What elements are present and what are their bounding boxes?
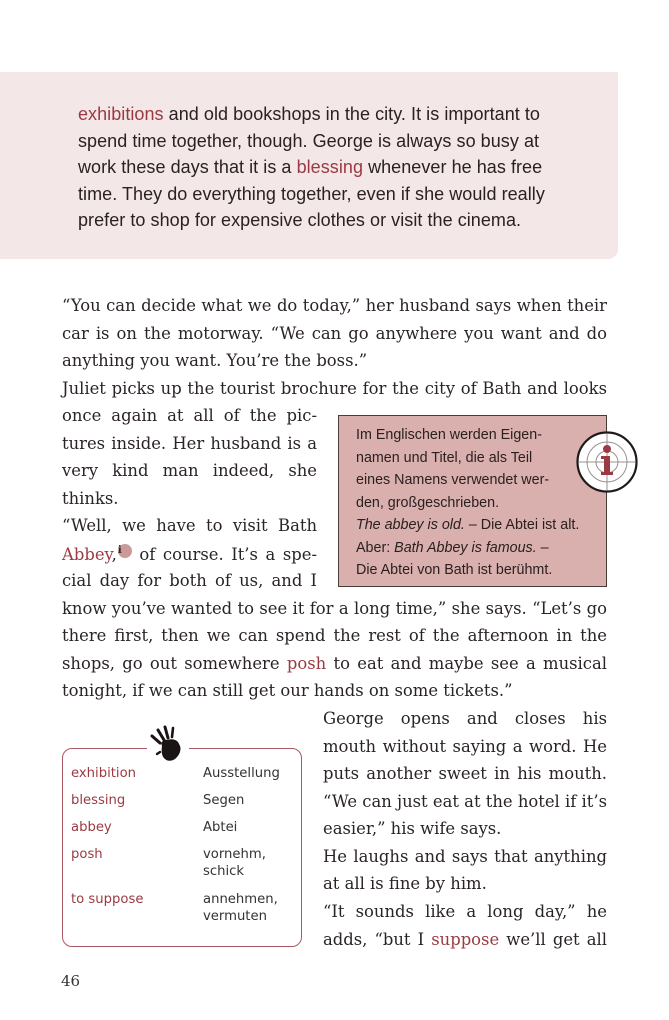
vocab-highlight-abbey: Abbey [62, 545, 112, 564]
vocab-translation: vermuten [203, 909, 267, 924]
body-line: adds, “but I suppose we’ll get all [323, 930, 607, 949]
recap-line: exhibitions and old bookshops in the city. It is important to [78, 104, 540, 124]
hand-print-icon [148, 724, 188, 766]
vocab-term: posh [71, 847, 103, 862]
vocab-highlight-blessing: blessing [296, 157, 364, 178]
vocab-term: abbey [71, 820, 112, 835]
info-text: Im Englischen werden Eigen- namen und Titel, die als Teil eines Namens verwendet wer- den, großgeschrieben. The abbey is old. – Die Abtei ist alt. Aber: Bath Abbey is famous. – Die Abtei von Bath ist berühmt. [356, 427, 580, 578]
page-number: 46 [61, 972, 81, 990]
body-line: very kind man indeed, she [62, 461, 317, 480]
vocab-translation: Segen [203, 793, 245, 808]
vocab-highlight-exhibitions: exhibitions [78, 104, 164, 124]
body-line: He laughs and says that anything [323, 847, 607, 866]
body-line: “Well, we have to visit Bath [62, 516, 317, 535]
body-line: thinks. [62, 489, 119, 508]
vocab-translation: Abtei [203, 820, 238, 835]
body-line: “It sounds like a long day,” he [323, 902, 607, 921]
recap-line: time. They do everything together, even if she would really [78, 183, 545, 204]
recap-line: prefer to shop for expensive clothes or visit the cinema. [78, 210, 522, 231]
body-line: “We can just eat at the hotel if it’s [323, 792, 607, 811]
body-line: “You can decide what we do today,” her husband says when their [62, 296, 607, 315]
vocab-term: to suppose [71, 892, 144, 907]
body-line: know you’ve wanted to see it for a long time,” she says. “Let’s go [62, 599, 607, 618]
vocab-highlight-posh: posh [286, 654, 327, 673]
info-marker-icon[interactable]: i [118, 544, 132, 558]
body-line: cial day for both of us, and I [62, 571, 317, 590]
body-line: easier,” his wife says. [323, 819, 502, 838]
vocab-term: blessing [71, 793, 126, 808]
vocab-translation: annehmen, [203, 892, 278, 907]
vocab-translation: Ausstellung [203, 766, 280, 781]
body-line: once again at all of the pic- [62, 406, 317, 425]
body-line: George opens and closes his [323, 709, 607, 728]
body-line: there first, then we can spend the rest of the afternoon in the [62, 626, 607, 645]
vocab-highlight-suppose: suppose [431, 930, 500, 949]
body-line: shops, go out somewhere posh to eat and maybe see a musical [62, 654, 607, 673]
body-line: tures inside. Her husband is a [62, 434, 317, 453]
vocab-translation: vornehm, [203, 847, 266, 862]
body-line: Juliet picks up the tourist brochure for the city of Bath and looks [62, 379, 607, 398]
body-line: tonight, if we can still get our hands on some tickets.” [62, 681, 513, 700]
info-target-icon [576, 431, 638, 493]
vocab-term: exhibition [71, 766, 137, 781]
body-line: mouth without saying a word. He [323, 737, 607, 756]
body-line: Abbey,i of course. It’s a spe- [62, 545, 317, 564]
body-line: car is on the motorway. “We can go anywhere you want and do [62, 324, 607, 343]
body-line: puts another sweet in his mouth. [323, 764, 607, 783]
recap-text [78, 101, 590, 234]
body-line: anything you want. You’re the boss.” [62, 351, 368, 370]
body-line: at all is fine by him. [323, 874, 487, 893]
recap-line: spend time together, though. George is always so busy at [78, 130, 540, 151]
recap-line: work these days that it is a blessing whenever he has free [78, 157, 543, 178]
vocab-translation: schick [203, 864, 245, 879]
